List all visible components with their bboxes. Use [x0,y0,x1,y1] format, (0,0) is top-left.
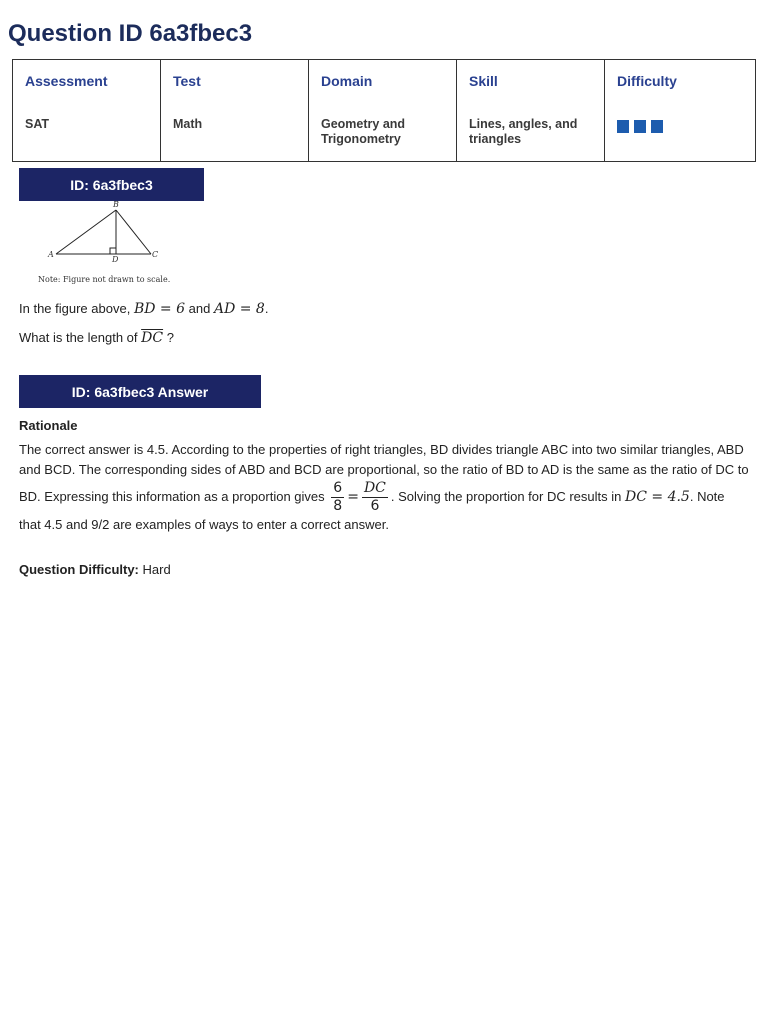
value-assessment: SAT [13,112,161,162]
question-id-bar: ID: 6a3fbec3 [19,168,204,201]
result-equation: DC = 4.5 [625,488,690,505]
figure-note: Note: Figure not drawn to scale. [38,275,171,284]
value-test: Math [161,112,309,162]
meta-header-row [13,60,756,112]
rationale-heading: Rationale [19,418,78,433]
difficulty-value: Hard [142,562,171,577]
meta-value-row [13,112,756,162]
header-assessment: Assessment [13,60,161,112]
fraction-denominator: 6 [370,498,380,514]
header-skill: Skill [457,60,605,112]
header-test: Test [161,60,309,112]
triangle-figure [36,200,196,290]
question-line-2 [19,327,174,349]
equation-bd: BD = 6 [133,301,185,317]
value-skill: Lines, angles, and triangles [457,112,605,162]
segment-ab [56,210,116,254]
segment-bc [116,210,151,254]
question-text: What is the length of [19,330,138,345]
difficulty-label: Question Difficulty: [19,562,139,577]
header-domain: Domain [309,60,457,112]
answer-id-bar: ID: 6a3fbec3 Answer [19,375,261,408]
equals-sign: = [347,488,359,505]
fraction-6-over-8 [331,480,344,515]
right-angle-marker [110,248,116,254]
page-title: Question ID 6a3fbec3 [8,20,253,47]
rationale-part-3: . Note that 4.5 and 9/2 are examples of ways to enter a correct answer. [19,488,725,532]
value-domain: Geometry and Trigonometry [309,112,457,162]
segment-dc: $\overline{DC}$ [141,330,164,346]
fraction-numerator: DC [363,480,386,496]
question-text: In the figure above, [19,301,131,316]
question-difficulty [19,559,171,581]
question-text: and [188,301,211,316]
fraction-numerator: 6 [333,480,343,496]
label-b: B [113,200,119,209]
label-d: D [112,255,119,264]
label-c: C [152,250,159,259]
difficulty-box [651,120,663,133]
question-meta-table [12,59,756,162]
question-text: ? [166,330,174,345]
triangle-lines [56,210,151,254]
label-a: A [48,250,54,259]
value-difficulty [605,112,756,162]
question-line-1 [19,298,268,320]
fraction-denominator: 8 [333,498,343,514]
question-text: . [264,301,269,316]
header-difficulty: Difficulty [605,60,756,112]
rationale-part-1: The correct answer is 4.5. According to the properties of right triangles, BD divides triangle ABC into two similar triangles, ABD and BCD. The corresponding sides of ABD and BCD are proportional, so the ratio of BD to AD is the same as the ratio of DC to BD. Expressing this information as a proportion gives [19,442,749,504]
equation-ad: AD = 8 [213,301,265,317]
fraction-dc-over-6 [362,480,388,515]
difficulty-box [617,120,629,133]
difficulty-box [634,120,646,133]
rationale-text [19,440,749,535]
difficulty-indicator [617,117,743,133]
rationale-part-2: . Solving the proportion for DC results in [390,488,622,504]
